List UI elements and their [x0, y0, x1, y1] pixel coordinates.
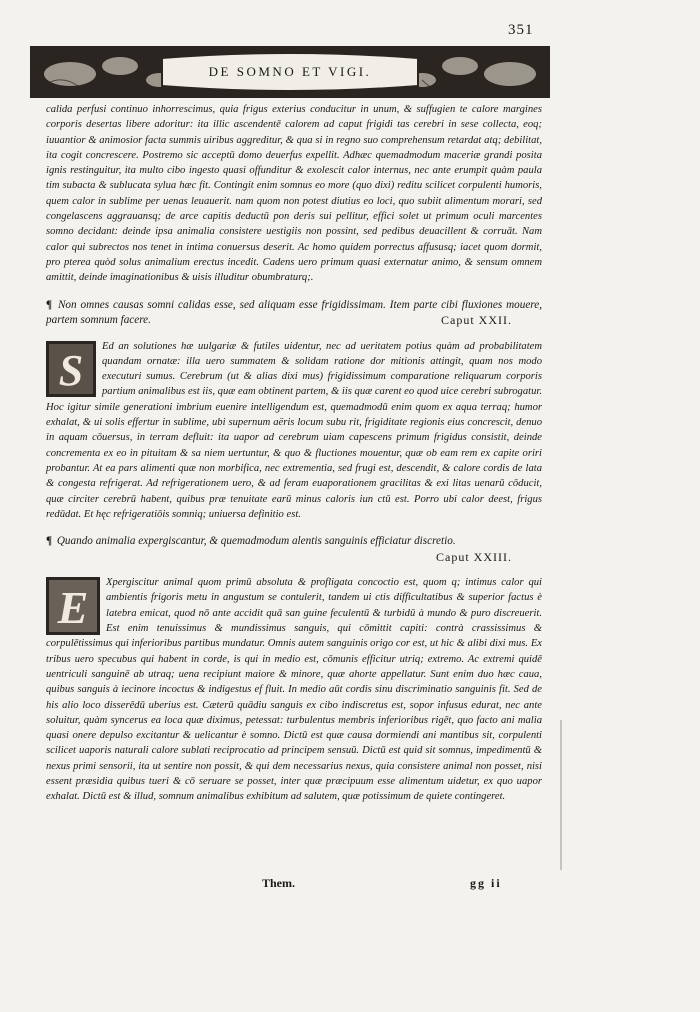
- chapter-heading-23: [46, 534, 542, 565]
- chapter-heading-22-text: Non omnes causas somni calidas esse, sed aliquam esse frigidissimam. Item parte cibi fluxiones mouere, partem somnum facere.: [46, 298, 543, 327]
- signature-mark: gg ii: [470, 876, 502, 890]
- chapter-heading-22: [46, 298, 542, 329]
- pilcrow-icon: ¶: [46, 298, 53, 311]
- pilcrow-icon: ¶: [46, 535, 53, 548]
- chapter-heading-23-text: Quando animalia expergiscantur, & quemadmodum alentis sanguinis efficiatur discretio.: [56, 535, 456, 548]
- svg-text:S: S: [58, 345, 84, 395]
- paragraph-3: Xpergiscitur animal quom primū absoluta & profligata concoctio est, quom q; intimus calor qui ambientis frigoris metu in angustum se contulerit, tandem ui ctis difficultatibus & superior factus è latebra emicat, quod nō ante accidit quā san guine feculentū & turbidū à mundo & puro discreuerit. Est enim tenuissimus & mundissimus sanguis, qui cōmittit capiti: contrà crassissimus & corpulētissimus qui inferioribus partibus mundatur. Omnis autem sanguinis origo cor est, ut hic & alibi dixi mus. Ex tribus uero specubus qui habent in corde, is qui in medio est, cōmunis efficitur utriq; extremo. Ac extremi quidē uentriculi sanguinē ab utraq; uena recipiunt maiore & minore, quæ ahorte appellatur. Sunt enim duo hæc caua, quibus sanguis à iecinore incoctus & indigestus ef fluit. In medio aūt cordis sinu discriminatio sanguinis fit. Sed de his alio loco disserēdū uberius est. Cæterū quādiu sanguis ex cibo indiscretus est, sopor infusus edurat, nec ante soluitur, quàm syncerus ea loca quæ diximus, petessat: turbulentus membris inferioribus rigēt, quo facto ani malia quasi onere depulso excitantur & uelicantur è somno. Dictū est quæ causa dormiendi ani mantibus sit, corpulenti scilicet uaporis naturali calore sublati reciprocatio ad principem sensuū. Dictū est quid sit somnus, impedimentū & nexus primi sensorii, ita ut sentire non possit, & qui dem necessarius nexus, quia consistere animal non posset, nisi essent præsidia quibus tueri & cō seruare se posset, inter quæ præcipuum esse alimentum uidetur, ex quo uapor exhalat. Dictū est & illud, somnum animalibus exhibitum ad salutem, quæ potissimum de quiete contingeret.: [46, 577, 542, 803]
- caput-xxiii: Caput XXIII.: [436, 549, 512, 564]
- catchword: Them.: [262, 876, 295, 890]
- paragraph-2: Ed an solutiones hæ uulgariæ & futiles uidentur, nec ad ueritatem potius quàm ad probabilitatem quandam ornatæ: illa uero summatem & solidam ratione dor mitionis attingit, quam nos modo executuri sumus. Cerebrum (ut & alias dixi mus) frigidissimum comparatione reliquarum corporis partium animalibus est iis, quæ eam obtinent partem, & iis quæ carent eo quod uice cerebri subrogatur. Hoc igitur simile generationi imbrium euenire intelligendum est, quemadmodū enim quom ex aqua terraq; humor exhalat, & ui solis effertur in sublime, ubi supernum aëris locum subu rit, frigiditate regionis eius concrescit, denuo in aquam cōuersus, in terram defluit: ita uapor ad cerebrum uiam capescens primum frigidus consistit, deinde concrementa ex eo in pituitam & sa niem uertuntur, & quo & fluctiones mouentur, quæ ob eam rem ex capite oriri probantur. At ea pars alimenti quæ non morbifica, nec extrementia, sed frugi est, descendit, & calore cordis de lata & congesta refrigerat. Ad refrigerationem uero, & ad feram euaporationem gracilitas & exi litas uenarū cōducit, quæ circiter cerebrū habent, quibus præ tenuitate earū minus caloris iun ctū est. Porro ubi calor deest, frigus redūdat. Et hęc refrigeratiōis somniq; uniuersa definitio est.: [46, 340, 542, 520]
- paragraph-1: calida perfusi continuo inhorrescimus, quia frigus exterius conducitur in unum, & suffugien te calore margines corporis desertas libere adoritur: ita illic ascendentē calorem ad caput frigidi tas cerebri in sese collecta, eoq; iuuantior & animosior facta summis uiribus aggreditur, & qua si in regno suo comprehensum retardat atq; debilitat, ita cogit concrescere. Postremo sic acceptū domo deuerfus expellit. Adhæc quemadmodum maceriæ grandi posita ignis restinguitur, ita multo cibo ingesto quasi offunditur & exolescit calor internus, nec ante erumpit quàm paula tim subacta & sublucata sylua hæc fit. Contingit enim somnus eo more (quo dixi) reditu scilicet corpulenti humoris, quem calor in sublime per uenas leuauerit. nam quom non potest diutius eo loci, quo subiit alimentum morari, sed congelascens aggrauansq; de arce capitis deductū pon deris sui pellitur, effici solet ut primum oculi marcentes somno decidant: deinde ipsa animalia consistere uestigiis non possint, sed pedibus deuacillent & corruāt. Nam calor qui subrectos nos tenet in intima conuersus deserit. Ac homo quidem porrectus affususq; iacet quom dormit, pro pterea quòd solus animalium erectus incedit. Cadens uero primum quasi externatur animo, & sensum omnem amittit, deinde imaginationibus & uisis illuditur obumbraturq;.: [46, 104, 542, 284]
- initial-e-woodcut-icon: [46, 577, 100, 635]
- margin-stain: [560, 720, 562, 870]
- folio-number: 351: [508, 22, 534, 38]
- svg-text:E: E: [57, 582, 89, 634]
- running-head: DE SOMNO ET VIGI.: [208, 64, 372, 79]
- caput-xxii: Caput XXII.: [441, 313, 512, 328]
- initial-s-woodcut-icon: [46, 341, 96, 397]
- main-text-block: [46, 102, 542, 805]
- woodcut-headpiece: [30, 44, 550, 100]
